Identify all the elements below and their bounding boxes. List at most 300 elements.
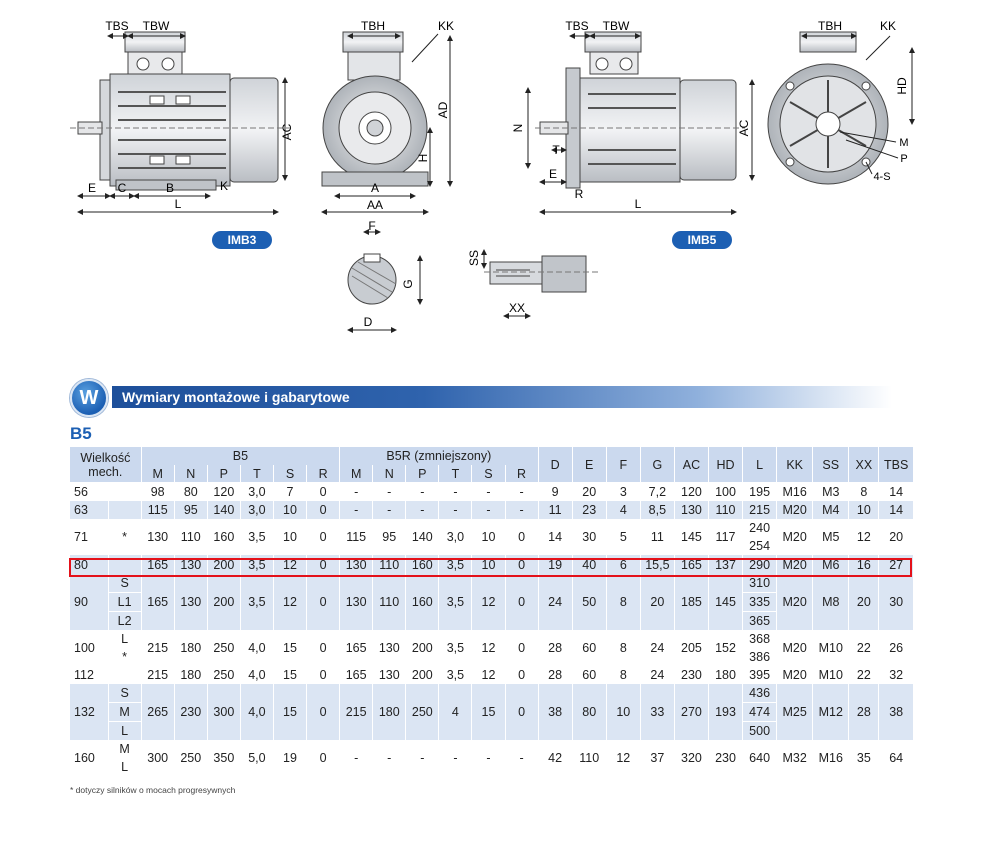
table-cell: 130 <box>373 630 406 666</box>
table-row <box>70 501 913 519</box>
table-row <box>70 684 913 703</box>
table-cell: - <box>406 482 439 501</box>
table-cell: 0 <box>505 555 538 574</box>
table-cell: 0 <box>505 630 538 666</box>
table-cell: M <box>108 740 141 758</box>
dimensions-table <box>70 447 913 776</box>
table-cell: M10 <box>813 666 849 684</box>
table-cell: 0 <box>307 519 340 555</box>
table-cell: L1 <box>108 593 141 612</box>
table-cell: - <box>406 740 439 776</box>
table-cell: 0 <box>307 482 340 501</box>
table-cell: 40 <box>572 555 606 574</box>
table-cell: - <box>505 501 538 519</box>
table-cell: 5,0 <box>240 740 273 776</box>
table-cell: 300 <box>141 740 174 776</box>
table-cell: M16 <box>777 482 813 501</box>
table-cell: 24 <box>538 574 572 630</box>
imb3-front-view <box>322 19 454 212</box>
table-cell: 6 <box>606 555 640 574</box>
table-cell: 3,5 <box>240 555 273 574</box>
table-cell: 56 <box>74 484 88 499</box>
table-cell: 15 <box>273 666 306 684</box>
row-80-highlight <box>69 558 912 577</box>
table-cell: 115 <box>340 519 373 555</box>
table-cell: 19 <box>273 740 306 776</box>
table-cell: 152 <box>708 630 742 666</box>
header-tbs: TBS <box>879 447 913 482</box>
table-cell: 130 <box>373 666 406 684</box>
table-cell: M16 <box>813 740 849 776</box>
table-cell: 335 <box>743 593 777 612</box>
table-cell: 180 <box>174 630 207 666</box>
table-cell: L <box>108 758 141 776</box>
dim-ac-b5: AC <box>737 119 751 137</box>
table-cell: 165 <box>340 666 373 684</box>
table-cell: - <box>439 501 472 519</box>
table-cell: 3,0 <box>439 519 472 555</box>
table-cell: 3,0 <box>240 482 273 501</box>
dim-xx: XX <box>508 301 526 315</box>
table-cell: 180 <box>708 666 742 684</box>
table-cell: 90 <box>70 574 108 630</box>
table-cell: 436 <box>743 684 777 703</box>
table-cell: 215 <box>141 666 174 684</box>
table-cell: 3,5 <box>439 630 472 666</box>
table-cell: 165 <box>141 574 174 630</box>
table-cell: 250 <box>207 630 240 666</box>
table-row <box>70 740 913 758</box>
table-cell: 320 <box>674 740 708 776</box>
table-cell: 12 <box>606 740 640 776</box>
table-cell: 200 <box>207 555 240 574</box>
dim-ad: AD <box>436 101 450 119</box>
header-e: E <box>572 447 606 482</box>
table-cell: 12 <box>273 574 306 630</box>
table-cell: 365 <box>743 612 777 631</box>
dim-tbw: TBW <box>142 19 170 33</box>
header-b5-m: M <box>141 465 174 482</box>
header-xx: XX <box>849 447 879 482</box>
header-b5: B5 <box>141 447 339 465</box>
dim-ss: SS <box>467 249 481 267</box>
table-row <box>70 482 913 501</box>
table-cell: 3,0 <box>240 501 273 519</box>
table-cell: 64 <box>879 740 913 776</box>
table-cell: 240 <box>743 519 777 537</box>
table-cell <box>108 482 141 501</box>
header-ss: SS <box>813 447 849 482</box>
table-cell: L <box>108 630 141 648</box>
table-cell: 137 <box>708 555 742 574</box>
header-g: G <box>640 447 674 482</box>
dim-h: H <box>416 153 430 163</box>
table-cell: 3,5 <box>439 574 472 630</box>
table-cell: 22 <box>849 630 879 666</box>
dim-l: L <box>174 197 182 211</box>
table-cell: 3 <box>606 482 640 501</box>
table-cell: 300 <box>207 684 240 740</box>
table-cell: 193 <box>708 684 742 740</box>
header-b5r: B5R (zmniejszony) <box>340 447 538 465</box>
dim-tbs: TBS <box>105 19 129 33</box>
table-cell: 117 <box>708 519 742 555</box>
table-cell: L <box>108 722 141 741</box>
table-cell: 0 <box>505 574 538 630</box>
dim-m: M <box>899 137 909 149</box>
table-cell: 33 <box>640 684 674 740</box>
table-cell: M25 <box>777 684 813 740</box>
table-cell: 95 <box>174 501 207 519</box>
table-cell: 140 <box>207 501 240 519</box>
table-cell: 0 <box>505 684 538 740</box>
table-cell: 3,5 <box>240 574 273 630</box>
table-cell: - <box>472 482 505 501</box>
table-cell: 28 <box>849 684 879 740</box>
dim-l-b5: L <box>634 197 642 211</box>
dim-a: A <box>370 181 380 195</box>
table-cell: 270 <box>674 684 708 740</box>
table-cell: 28 <box>538 630 572 666</box>
table-cell: 27 <box>879 555 913 574</box>
table-cell: 215 <box>743 501 777 519</box>
table-cell: 0 <box>307 666 340 684</box>
table-cell: 130 <box>141 519 174 555</box>
table-cell: 160 <box>207 519 240 555</box>
shaft-end <box>467 250 600 316</box>
table-cell: 250 <box>207 666 240 684</box>
table-cell: - <box>406 501 439 519</box>
dim-d: D <box>363 315 373 329</box>
table-cell: 4 <box>606 501 640 519</box>
table-cell: 14 <box>879 501 913 519</box>
table-cell: 10 <box>606 684 640 740</box>
table-cell: 130 <box>174 555 207 574</box>
table-cell: 12 <box>273 555 306 574</box>
dim-e: E <box>87 181 97 195</box>
table-row <box>70 519 913 537</box>
table-cell: 130 <box>674 501 708 519</box>
table-cell: * <box>108 519 141 555</box>
dim-b: B <box>165 181 175 195</box>
table-cell: 38 <box>879 684 913 740</box>
header-b5-p: P <box>207 465 240 482</box>
table-cell: 350 <box>207 740 240 776</box>
dim-f: F <box>368 219 376 233</box>
table-cell: 120 <box>674 482 708 501</box>
table-cell: 8 <box>606 666 640 684</box>
svg-text:IMB5: IMB5 <box>687 233 717 247</box>
table-cell: L2 <box>108 612 141 631</box>
table-cell: 10 <box>472 519 505 555</box>
table-cell: - <box>373 740 406 776</box>
table-cell: 160 <box>406 555 439 574</box>
dim-tbh-b5: TBH <box>818 19 842 33</box>
table-cell: 165 <box>340 630 373 666</box>
table-cell: M10 <box>813 630 849 666</box>
table-cell: 20 <box>879 519 913 555</box>
table-cell: 368 <box>743 630 777 648</box>
table-cell: 165 <box>674 555 708 574</box>
table-cell: - <box>373 501 406 519</box>
table-cell: 8 <box>606 574 640 630</box>
table-cell: 80 <box>174 482 207 501</box>
table-cell: 11 <box>538 501 572 519</box>
table-cell: 215 <box>340 684 373 740</box>
table-cell: 11 <box>640 519 674 555</box>
table-cell: 165 <box>141 555 174 574</box>
table-cell: 8 <box>606 630 640 666</box>
dim-g: G <box>401 279 415 289</box>
header-b5-s: S <box>273 465 306 482</box>
table-cell: 500 <box>743 722 777 741</box>
section-badge: W <box>70 379 108 417</box>
table-cell: 0 <box>307 555 340 574</box>
header-f: F <box>606 447 640 482</box>
table-cell: 145 <box>674 519 708 555</box>
table-cell: 0 <box>307 501 340 519</box>
header-b5-t: T <box>240 465 273 482</box>
table-cell: - <box>340 740 373 776</box>
table-cell: 35 <box>849 740 879 776</box>
table-cell: 30 <box>572 519 606 555</box>
table-cell: 19 <box>538 555 572 574</box>
table-cell: 110 <box>373 574 406 630</box>
table-cell: 42 <box>538 740 572 776</box>
table-cell: 80 <box>70 555 108 574</box>
dim-t: T <box>552 143 560 157</box>
imb5-front-view <box>768 19 912 184</box>
table-cell: 115 <box>141 501 174 519</box>
table-cell: 110 <box>572 740 606 776</box>
table-cell: 110 <box>174 519 207 555</box>
table-cell: 200 <box>207 574 240 630</box>
table-cell: 110 <box>373 555 406 574</box>
table-cell: 80 <box>572 684 606 740</box>
table-cell: - <box>340 501 373 519</box>
table-cell: 0 <box>307 684 340 740</box>
table-cell: 180 <box>174 666 207 684</box>
table-cell: 130 <box>340 574 373 630</box>
header-b5-r: R <box>307 465 340 482</box>
table-cell <box>108 501 141 519</box>
table-cell: 37 <box>640 740 674 776</box>
table-cell: 100 <box>708 482 742 501</box>
table-cell: 28 <box>538 666 572 684</box>
table-cell: 3,5 <box>240 519 273 555</box>
header-b5r-r: R <box>505 465 538 482</box>
table-cell: - <box>472 740 505 776</box>
table-cell: 130 <box>340 555 373 574</box>
table-cell: 0 <box>307 630 340 666</box>
table-cell: 7 <box>273 482 306 501</box>
table-cell: 185 <box>674 574 708 630</box>
table-cell: M4 <box>813 501 849 519</box>
table-cell: 250 <box>174 740 207 776</box>
header-ac: AC <box>674 447 708 482</box>
dim-e-b5: E <box>548 167 558 181</box>
table-cell: 254 <box>743 537 777 555</box>
table-cell: 4,0 <box>240 684 273 740</box>
table-cell: 640 <box>743 740 777 776</box>
table-cell: M20 <box>777 574 813 630</box>
header-b5r-s: S <box>472 465 505 482</box>
table-cell: 474 <box>743 703 777 722</box>
table-cell: 4,0 <box>240 630 273 666</box>
table-cell: 5 <box>606 519 640 555</box>
table-cell: 10 <box>472 555 505 574</box>
table-cell: M20 <box>777 666 813 684</box>
table-cell: 26 <box>879 630 913 666</box>
table-cell: 7,2 <box>640 482 674 501</box>
table-cell: 310 <box>743 574 777 593</box>
header-b5-n: N <box>174 465 207 482</box>
table-cell: 16 <box>849 555 879 574</box>
section-title: Wymiary montażowe i gabarytowe <box>122 389 350 405</box>
table-cell: M6 <box>813 555 849 574</box>
table-cell: 12 <box>849 519 879 555</box>
table-cell: 20 <box>849 574 879 630</box>
imb3-side-view <box>70 19 294 212</box>
header-l: L <box>743 447 777 482</box>
table-cell: S <box>108 574 141 593</box>
table-cell: 9 <box>538 482 572 501</box>
table-cell: 15 <box>472 684 505 740</box>
header-b5r-n: N <box>373 465 406 482</box>
dim-tbh: TBH <box>361 19 385 33</box>
table-cell: 22 <box>849 666 879 684</box>
table-cell: 100 <box>74 641 95 655</box>
table-cell: 8,5 <box>640 501 674 519</box>
table-cell: - <box>340 482 373 501</box>
table-cell: 24 <box>640 666 674 684</box>
dim-tbw-b5: TBW <box>602 19 630 33</box>
section-title-bar <box>112 386 892 408</box>
table-cell: 10 <box>273 519 306 555</box>
table-cell: 71 <box>74 530 88 544</box>
table-cell: 0 <box>505 666 538 684</box>
dim-ac: AC <box>280 123 294 141</box>
table-cell: 0 <box>505 519 538 555</box>
table-cell: 120 <box>207 482 240 501</box>
table-cell: 250 <box>406 684 439 740</box>
dim-hd: HD <box>895 77 909 95</box>
table-cell: 0 <box>307 740 340 776</box>
dim-aa: AA <box>366 198 384 212</box>
table-cell: 14 <box>879 482 913 501</box>
dim-tbs-b5: TBS <box>565 19 589 33</box>
imb5-badge <box>672 231 732 249</box>
imb3-badge <box>212 231 272 249</box>
svg-text:IMB3: IMB3 <box>227 233 257 247</box>
table-cell: 140 <box>406 519 439 555</box>
table-cell: 230 <box>174 684 207 740</box>
table-cell: - <box>439 740 472 776</box>
table-cell: 20 <box>640 574 674 630</box>
dim-n: N <box>511 123 525 133</box>
technical-drawings <box>0 0 985 370</box>
table-cell: 110 <box>708 501 742 519</box>
table-cell: - <box>472 501 505 519</box>
table-cell: 12 <box>472 666 505 684</box>
table-cell: 15 <box>273 684 306 740</box>
table-row <box>70 666 913 684</box>
table-cell: 3,5 <box>439 666 472 684</box>
table-cell: 0 <box>307 574 340 630</box>
header-size: Wielkość mech. <box>70 447 141 482</box>
table-cell: 4,0 <box>240 666 273 684</box>
table-cell: 60 <box>572 630 606 666</box>
table-cell: 230 <box>674 666 708 684</box>
table-cell: S <box>108 684 141 703</box>
header-hd: HD <box>708 447 742 482</box>
table-cell: 195 <box>743 482 777 501</box>
table-cell: 112 <box>74 668 94 682</box>
dim-k: K <box>219 179 229 193</box>
dim-p: P <box>900 153 908 165</box>
table-cell: 12 <box>472 630 505 666</box>
dim-kk-b5: KK <box>879 19 897 33</box>
table-cell: M20 <box>777 630 813 666</box>
table-cell: 8 <box>849 482 879 501</box>
header-d: D <box>538 447 572 482</box>
header-b5r-m: M <box>340 465 373 482</box>
table-cell: 265 <box>141 684 174 740</box>
table-cell: 132 <box>70 684 108 740</box>
table-cell: 145 <box>708 574 742 630</box>
table-cell: 98 <box>141 482 174 501</box>
table-cell: 395 <box>743 666 777 684</box>
table-cell: 95 <box>373 519 406 555</box>
table-cell: 15,5 <box>640 555 674 574</box>
table-cell: M20 <box>777 519 813 555</box>
table-cell: 10 <box>849 501 879 519</box>
table-cell: 14 <box>538 519 572 555</box>
table-cell: M20 <box>777 555 813 574</box>
footnote: * dotyczy silników o mocach progresywnych <box>70 785 236 795</box>
table-cell: * <box>108 648 141 666</box>
table-cell: 205 <box>674 630 708 666</box>
table-cell: 60 <box>572 666 606 684</box>
table-cell: M20 <box>777 501 813 519</box>
dim-c: C <box>117 181 127 195</box>
table-cell: M8 <box>813 574 849 630</box>
table-cell: - <box>505 740 538 776</box>
shaft-section <box>348 219 420 330</box>
table-cell: 230 <box>708 740 742 776</box>
table-cell: 3,5 <box>439 555 472 574</box>
table-cell: 200 <box>406 630 439 666</box>
header-b5r-p: P <box>406 465 439 482</box>
table-cell: M5 <box>813 519 849 555</box>
table-cell: 386 <box>743 648 777 666</box>
table-cell: 32 <box>879 666 913 684</box>
table-cell: 290 <box>743 555 777 574</box>
table-cell: 12 <box>472 574 505 630</box>
table-cell: 10 <box>273 501 306 519</box>
table-cell: 180 <box>373 684 406 740</box>
table-cell <box>108 666 141 684</box>
header-kk: KK <box>777 447 813 482</box>
table-cell: M32 <box>777 740 813 776</box>
table-cell: M12 <box>813 684 849 740</box>
dim-4s: 4-S <box>873 171 891 183</box>
table-cell: 20 <box>572 482 606 501</box>
table-cell: 215 <box>141 630 174 666</box>
table-code: B5 <box>70 424 92 443</box>
table-cell: 130 <box>174 574 207 630</box>
table-cell: 50 <box>572 574 606 630</box>
